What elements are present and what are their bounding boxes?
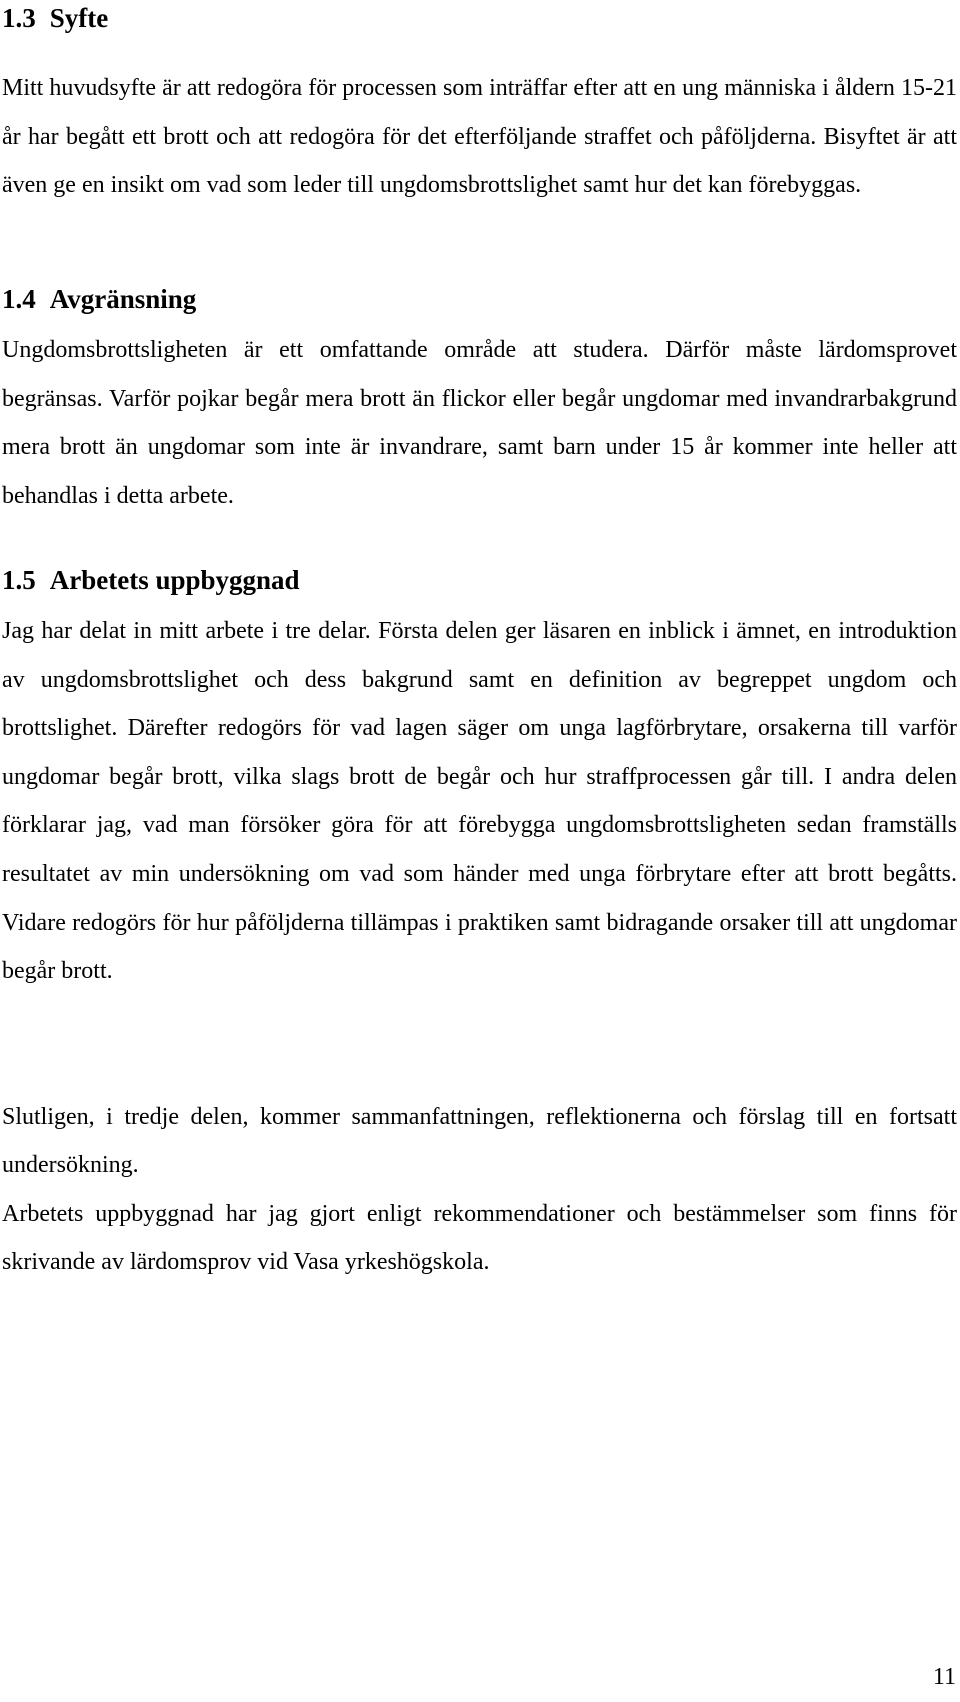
paragraph-uppbyggnad-3: Arbetets uppbyggnad har jag gjort enligt rekommendationer och bestämmelser som finns för skrivande av lärdomsprov vid Vasa yrkeshögskola. xyxy=(2,1201,957,1275)
paragraph-uppbyggnad-2: Slutligen, i tredje delen, kommer sammanfattningen, reflektionerna och förslag till en fortsatt undersökning. xyxy=(2,1104,957,1178)
paragraph-avgransning: Ungdomsbrottsligheten är ett omfattande område att studera. Därför måste lärdomsprovet begränsas. Varför pojkar begår mera brott än flickor eller begår ungdomar med invandrarbakgrund mera brott än ungdomar som inte är invandrare, samt barn under 15 år kommer inte heller att behandlas i detta arbete. xyxy=(2,337,957,509)
paragraph-uppbyggnad-1: Jag har delat in mitt arbete i tre delar. Första delen ger läsaren en inblick i ämnet, en introduktion av ungdomsbrottslighet och dess bakgrund samt en definition av begreppet ungdom och brottslighet. Därefter redogörs för vad lagen säger om unga lagförbrytare, orsakerna till varför ungdomar begår brott, vilka slags brott de begår och hur straffprocessen går till. I andra delen förklarar jag, vad man försöker göra för att förebygga ungdomsbrottsligheten sedan framställs resultatet av min undersökning om vad som händer med unga förbrytare efter att brott begåtts. Vidare redogörs för hur påföljderna tillämpas i praktiken samt bidragande orsaker till att ungdomar begår brott. xyxy=(2,618,957,985)
paragraph-syfte: Mitt huvudsyfte är att redogöra för processen som inträffar efter att en ung människa i åldern 15-21 år har begått ett brott och att redogöra för det efterföljande straffet och påföljderna. Bisyftet är att även ge en insikt om vad som leder till ungdomsbrottslighet samt hur det kan förebyggas. xyxy=(2,75,957,199)
section-number: 1.5 xyxy=(2,565,36,595)
section-title: Arbetets uppbyggnad xyxy=(49,565,300,595)
section-title: Avgränsning xyxy=(49,284,197,314)
section-heading-syfte xyxy=(2,2,108,34)
section-heading-avgransning xyxy=(2,283,196,315)
section-number: 1.3 xyxy=(2,3,36,33)
section-number: 1.4 xyxy=(2,284,36,314)
section-heading-arbetets-uppbyggnad xyxy=(2,564,300,596)
section-title: Syfte xyxy=(49,3,109,33)
page-number: 11 xyxy=(932,1664,956,1690)
